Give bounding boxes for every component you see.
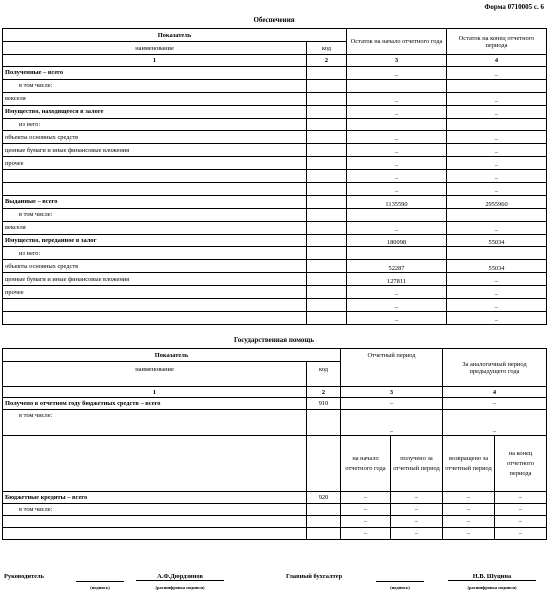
guarantee-row xyxy=(3,299,547,312)
row-name: Выданные – всего xyxy=(3,195,307,208)
accountant-name-caption: (расшифровка подписи) xyxy=(467,585,517,590)
row-name: ценные бумаги и иные финансовые вложения xyxy=(3,144,307,157)
row-value-start: – xyxy=(347,286,447,299)
row-code xyxy=(307,311,347,324)
aid-header-col3: Отчетный период xyxy=(341,349,443,387)
row-code xyxy=(307,118,347,131)
row-value-end: – xyxy=(447,286,547,299)
row-value-start: – xyxy=(347,170,447,183)
row-code xyxy=(307,105,347,118)
row-code xyxy=(307,67,347,80)
budget-received-incl-v4: – xyxy=(443,410,547,436)
sub-header-received: получено за отчетный период xyxy=(391,436,443,492)
row-name: векселя xyxy=(3,92,307,105)
guarantee-row xyxy=(3,105,547,118)
row-code xyxy=(307,247,347,260)
row-value-end: – xyxy=(447,67,547,80)
extra-row-1-v4: – xyxy=(495,504,547,516)
guarantees-table xyxy=(2,28,547,325)
row-name: из него: xyxy=(3,118,307,131)
guarantee-row xyxy=(3,79,547,92)
extra-row-2-v3: – xyxy=(443,516,495,528)
aid-header-col4: За аналогичный период предыдущего года xyxy=(443,349,547,387)
row-value-end: – xyxy=(447,157,547,170)
budget-received-v3: – xyxy=(341,398,443,410)
extra-row-3-v4: – xyxy=(495,528,547,540)
guarantee-row xyxy=(3,311,547,324)
row-value-start: – xyxy=(347,299,447,312)
guarantee-row xyxy=(3,144,547,157)
row-value-end: 55034 xyxy=(447,234,547,247)
row-value-start: 180098 xyxy=(347,234,447,247)
row-value-start: 1135590 xyxy=(347,195,447,208)
row-code xyxy=(307,170,347,183)
header-name: наименование xyxy=(3,42,307,55)
row-value-end xyxy=(447,208,547,221)
guarantee-row xyxy=(3,208,547,221)
row-value-start xyxy=(347,118,447,131)
accountant-label: Главный бухгалтер xyxy=(286,573,343,580)
row-name: объекты основных средств xyxy=(3,131,307,144)
row-name: Полученные – всего xyxy=(3,67,307,80)
header-code: код xyxy=(307,42,347,55)
row-name: прочее xyxy=(3,286,307,299)
guarantee-row xyxy=(3,170,547,183)
head-label: Руководитель xyxy=(4,573,45,580)
budget-received-name: Получено в отчетном году бюджетных средств – всего xyxy=(3,398,307,410)
budget-received-v4: – xyxy=(443,398,547,410)
guarantee-row xyxy=(3,157,547,170)
guarantee-row xyxy=(3,273,547,286)
row-value-start: – xyxy=(347,311,447,324)
row-code xyxy=(307,299,347,312)
extra-row-2-v1: – xyxy=(341,516,391,528)
row-code xyxy=(307,221,347,234)
row-name: ценные бумаги и иные финансовые вложения xyxy=(3,273,307,286)
extra-row-2-v2: – xyxy=(391,516,443,528)
row-value-end: – xyxy=(447,105,547,118)
budget-credits-code: 920 xyxy=(307,492,341,504)
budget-credits-v3: – xyxy=(443,492,495,504)
row-name xyxy=(3,183,307,196)
state-aid-title: Государственная помощь xyxy=(233,336,315,344)
row-name xyxy=(3,299,307,312)
row-value-start xyxy=(347,79,447,92)
row-value-end: – xyxy=(447,273,547,286)
col-num-1: 1 xyxy=(3,55,307,67)
budget-credits-name: Бюджетные кредиты – всего xyxy=(3,492,307,504)
row-value-start: – xyxy=(347,67,447,80)
budget-credits-v1: – xyxy=(341,492,391,504)
form-code: Форма 0710005 с. 6 xyxy=(484,3,544,11)
extra-row-3-v2: – xyxy=(391,528,443,540)
budget-received-incl-v3: – xyxy=(341,410,443,436)
row-value-end: – xyxy=(447,131,547,144)
row-name: Имущество, находящееся в залоге xyxy=(3,105,307,118)
row-name xyxy=(3,311,307,324)
row-code xyxy=(307,157,347,170)
row-value-start xyxy=(347,208,447,221)
row-name: из него: xyxy=(3,247,307,260)
head-name: А.Ф.Дюрдзинов xyxy=(136,573,224,581)
extra-row-2-v4: – xyxy=(495,516,547,528)
sub-header-returned: возвращено за отчетный период xyxy=(443,436,495,492)
head-name-caption: (расшифровка подписи) xyxy=(155,585,205,590)
row-value-start: – xyxy=(347,183,447,196)
row-code xyxy=(307,234,347,247)
guarantee-row xyxy=(3,67,547,80)
extra-row-1-v3: – xyxy=(443,504,495,516)
guarantee-row xyxy=(3,118,547,131)
row-value-end: – xyxy=(447,183,547,196)
row-value-start: – xyxy=(347,131,447,144)
row-value-end xyxy=(447,247,547,260)
extra-row-1-v2: – xyxy=(391,504,443,516)
row-value-end: – xyxy=(447,144,547,157)
row-value-end: – xyxy=(447,299,547,312)
head-sign-caption: (подпись) xyxy=(90,585,110,590)
row-value-end: – xyxy=(447,170,547,183)
row-value-start: – xyxy=(347,105,447,118)
row-code xyxy=(307,131,347,144)
extra-row-1-v1: – xyxy=(341,504,391,516)
guarantee-row xyxy=(3,195,547,208)
guarantee-row xyxy=(3,234,547,247)
row-name: в том числе: xyxy=(3,79,307,92)
row-code xyxy=(307,183,347,196)
budget-credits-v2: – xyxy=(391,492,443,504)
aid-col-num-1: 1 xyxy=(3,387,307,398)
head-sign-line xyxy=(76,581,124,582)
row-value-start: 52287 xyxy=(347,260,447,273)
row-code xyxy=(307,208,347,221)
guarantee-row xyxy=(3,183,547,196)
header-col3: Остаток на начало отчетного года xyxy=(347,29,447,55)
row-value-end xyxy=(447,118,547,131)
row-value-start: 127811 xyxy=(347,273,447,286)
row-name: Имущество, переданное в залог xyxy=(3,234,307,247)
sub-header-end: на конец отчетного периода xyxy=(495,436,547,492)
row-code xyxy=(307,144,347,157)
aid-header-code: код xyxy=(307,362,341,387)
row-code xyxy=(307,195,347,208)
row-value-end: – xyxy=(447,92,547,105)
col-num-2: 2 xyxy=(307,55,347,67)
row-code xyxy=(307,286,347,299)
extra-row-3-v1: – xyxy=(341,528,391,540)
aid-header-indicator: Показатель xyxy=(3,349,341,362)
aid-col-num-3: 3 xyxy=(341,387,443,398)
guarantee-row xyxy=(3,92,547,105)
guarantee-row xyxy=(3,221,547,234)
guarantee-row xyxy=(3,286,547,299)
row-name: объекты основных средств xyxy=(3,260,307,273)
row-name xyxy=(3,170,307,183)
row-value-start: – xyxy=(347,92,447,105)
row-value-start: – xyxy=(347,157,447,170)
row-value-end: 55034 xyxy=(447,260,547,273)
guarantees-title: Обеспечения xyxy=(253,16,295,24)
budget-received-code: 910 xyxy=(307,398,341,410)
row-value-end xyxy=(447,79,547,92)
accountant-sign-caption: (подпись) xyxy=(390,585,410,590)
row-code xyxy=(307,260,347,273)
row-name: векселя xyxy=(3,221,307,234)
extra-row-3-v3: – xyxy=(443,528,495,540)
row-code xyxy=(307,273,347,286)
guarantee-row xyxy=(3,247,547,260)
row-name: в том числе: xyxy=(3,208,307,221)
accountant-name: Н.В. Шуцина xyxy=(448,573,536,581)
row-value-end: – xyxy=(447,221,547,234)
col-num-4: 4 xyxy=(447,55,547,67)
row-code xyxy=(307,79,347,92)
row-value-start: – xyxy=(347,221,447,234)
budget-credits-v4: – xyxy=(495,492,547,504)
col-num-3: 3 xyxy=(347,55,447,67)
budget-received-incl: в том числе: xyxy=(3,410,307,436)
aid-col-num-2: 2 xyxy=(307,387,341,398)
header-col4: Остаток на конец отчетного периода xyxy=(447,29,547,55)
aid-col-num-4: 4 xyxy=(443,387,547,398)
row-value-start: – xyxy=(347,144,447,157)
header-indicator: Показатель xyxy=(3,29,347,42)
budget-credits-incl: в том числе: xyxy=(3,504,307,516)
guarantee-row xyxy=(3,260,547,273)
row-name: прочее xyxy=(3,157,307,170)
row-value-end: – xyxy=(447,311,547,324)
row-value-end: 2955960 xyxy=(447,195,547,208)
accountant-sign-line xyxy=(376,581,424,582)
sub-header-start: на начало отчетного года xyxy=(341,436,391,492)
row-code xyxy=(307,92,347,105)
state-aid-table xyxy=(2,348,547,540)
aid-header-name: наименование xyxy=(3,362,307,387)
row-value-start xyxy=(347,247,447,260)
guarantee-row xyxy=(3,131,547,144)
